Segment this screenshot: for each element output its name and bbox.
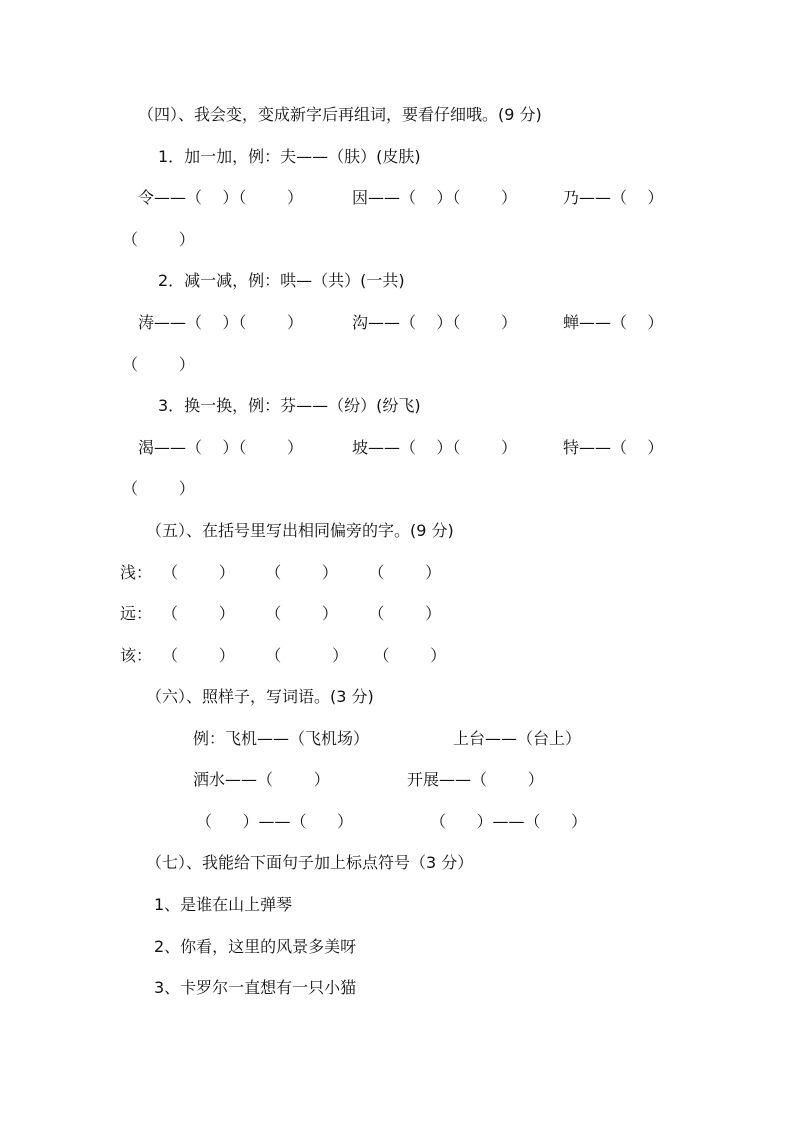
- question-2: 开展——（ ）: [407, 770, 544, 789]
- part-1-row-c: 乃——（ ）: [563, 188, 664, 207]
- blank-pair-b: （ ）——（ ）: [430, 812, 588, 831]
- radical-row-label: 远：: [120, 604, 153, 623]
- radical-row-blanks: （ ） （ ） （ ）: [162, 563, 442, 582]
- part-1-row-a: 令——（ ）（ ）: [138, 188, 304, 207]
- part-1-title: 1．加一加，例：夫——（肤）(皮肤): [158, 147, 421, 166]
- part-2-wrap: （ ）: [122, 355, 195, 374]
- part-3-row-b: 坡——（ ）（ ）: [352, 438, 518, 457]
- radical-row-label: 浅：: [120, 563, 153, 582]
- section-6-heading: （六）、照样子，写词语。(3 分): [146, 687, 374, 706]
- section-7-heading: （七）、我能给下面句子加上标点符号（3 分）: [146, 853, 474, 872]
- part-2-row-b: 沟——（ ）（ ）: [352, 313, 518, 332]
- part-3-row-a: 渴——（ ）（ ）: [138, 438, 304, 457]
- section-5-heading: （五）、在括号里写出相同偏旁的字。(9 分): [146, 521, 454, 540]
- example-b: 上台——（台上）: [453, 729, 582, 748]
- question-1: 洒水——（ ）: [193, 770, 330, 789]
- part-2-title: 2．减一减，例：哄—（共）(一共): [158, 271, 405, 290]
- section-4-heading: （四）、我会变，变成新字后再组词，要看仔细哦。(9 分): [138, 105, 542, 124]
- part-1-row-b: 因——（ ）（ ）: [352, 188, 518, 207]
- part-3-row-c: 特——（ ）: [563, 438, 664, 457]
- part-1-wrap: （ ）: [122, 230, 195, 249]
- punctuation-item: 3、卡罗尔一直想有一只小猫: [154, 978, 357, 997]
- radical-row-blanks: （ ） （ ） （ ）: [162, 604, 442, 623]
- part-3-wrap: （ ）: [122, 479, 195, 498]
- example-a: 例：飞机——（飞机场）: [193, 729, 370, 748]
- part-2-row-c: 蝉——（ ）: [563, 313, 664, 332]
- part-3-title: 3．换一换，例：芬——（纷）(纷飞): [158, 396, 421, 415]
- radical-row-label: 该：: [120, 646, 153, 665]
- punctuation-item: 2、你看，这里的风景多美呀: [154, 937, 357, 956]
- punctuation-item: 1、是谁在山上弹琴: [154, 895, 293, 914]
- part-2-row-a: 涛——（ ）（ ）: [138, 313, 304, 332]
- radical-row-blanks: （ ） （ ） （ ）: [162, 646, 447, 665]
- blank-pair-a: （ ）——（ ）: [196, 812, 354, 831]
